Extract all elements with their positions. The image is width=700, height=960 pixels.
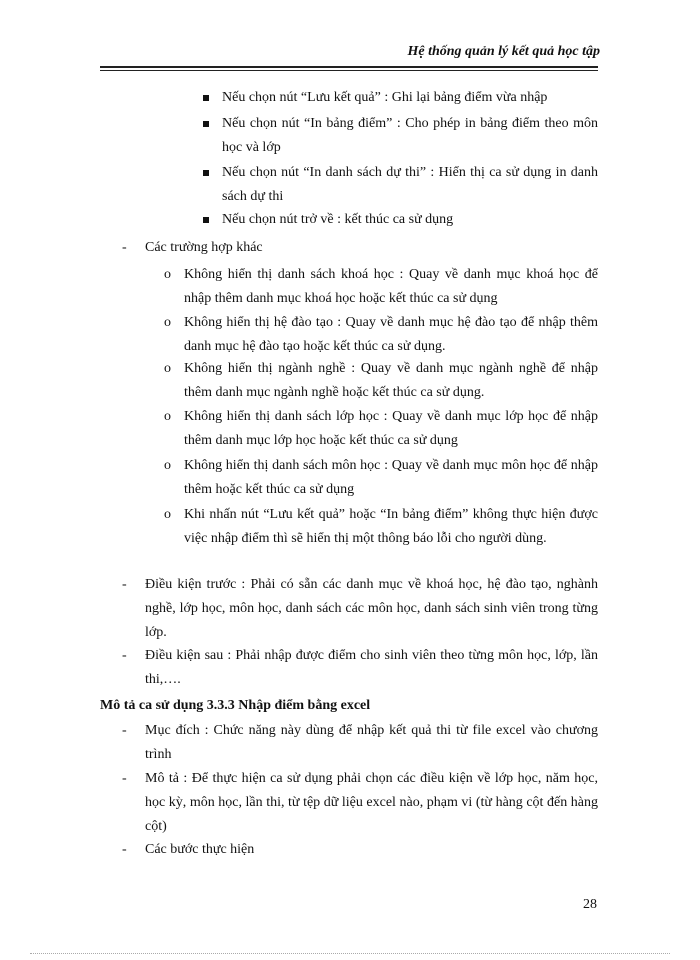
list-item-text: Khi nhấn nút “Lưu kết quả” hoặc “In bảng điểm” không thực hiện được việc nhập điểm thì sẽ hiển thị một thông báo lỗi cho người dùng. [184,507,598,546]
circle-bullet-icon: o [164,458,171,473]
list-item [164,405,598,453]
circle-bullet-icon: o [164,361,171,376]
list-item-text: Nếu chọn nút “In danh sách dự thi” : Hiển thị ca sử dụng in danh sách dự thi [222,165,598,204]
circle-bullet-icon: o [164,315,171,330]
square-bullet-icon [203,121,209,127]
list-item-text: Nếu chọn nút “Lưu kết quả” : Ghi lại bảng điểm vừa nhập [222,90,548,105]
list-item [164,357,598,405]
list-item [222,86,598,110]
circle-bullet-icon: o [164,267,171,282]
dash-marker: - [122,771,127,786]
dash-marker: - [122,240,127,255]
list-item-text: Không hiển thị danh sách lớp học : Quay về danh mục lớp học để nhập thêm danh mục lớp học hoặc kết thúc ca sử dụng [184,409,598,448]
list-item [222,112,598,160]
dash-marker: - [122,723,127,738]
list-item [122,719,598,767]
other-cases-label: Các trường hợp khác [145,240,263,255]
section-heading: Mô tả ca sử dụng 3.3.3 Nhập điểm bằng excel [100,698,371,713]
circle-bullet-icon: o [164,409,171,424]
header-rule-thin [100,70,598,71]
list-item [122,838,598,862]
list-item-text: Không hiển thị danh sách khoá học : Quay về danh mục khoá học để nhập thêm danh mục khoá học hoặc kết thúc ca sử dụng [184,267,598,306]
square-bullet-icon [203,95,209,101]
list-item [122,767,598,839]
list-item [122,644,598,692]
list-item-text: Không hiển thị ngành nghề : Quay về danh mục ngành nghề để nhập thêm danh mục ngành nghề hoặc kết thúc ca sử dụng. [184,361,598,400]
list-item [164,503,598,551]
list-item-text: Nếu chọn nút “In bảng điểm” : Cho phép in bảng điểm theo môn học và lớp [222,116,598,155]
list-item [122,236,598,260]
list-item-text: Không hiển thị hệ đào tạo : Quay về danh mục hệ đào tạo để nhập thêm danh mục hệ đào tạo hoặc kết thúc ca sử dụng. [184,315,598,354]
page-number: 28 [583,897,597,912]
preconditions-text: Điều kiện trước : Phải có sẵn các danh mục về khoá học, hệ đào tạo, nghành nghề, lớp học, môn học, danh sách các môn học, danh sách sinh viên trong từng lớp. [145,577,598,640]
list-item-text: Nếu chọn nút trở về : kết thúc ca sử dụng [222,212,454,227]
list-item-text: Mô tả : Để thực hiện ca sử dụng phải chọn các điều kiện về lớp học, năm học, học kỳ, môn học, lần thi, từ tệp dữ liệu excel nào, phạm vi (từ hàng cột đến hàng cột) [145,771,598,834]
list-item [164,454,598,502]
list-item-text: Không hiển thị danh sách môn học : Quay về danh mục môn học để nhập thêm hoặc kết thúc ca sử dụng [184,458,598,497]
page-bottom-divider [30,953,670,954]
dash-marker: - [122,577,127,592]
dash-marker: - [122,648,127,663]
square-bullet-icon [203,170,209,176]
list-item [222,208,598,232]
list-item [122,573,598,645]
dash-marker: - [122,842,127,857]
square-bullet-icon [203,217,209,223]
postconditions-text: Điều kiện sau : Phải nhập được điểm cho sinh viên theo từng môn học, lớp, lần thi,…. [145,648,598,687]
list-item-text: Các bước thực hiện [145,842,255,857]
list-item [164,311,598,359]
header-rule-thick [100,66,598,68]
running-header: Hệ thống quản lý kết quả học tập [407,44,600,59]
list-item [222,161,598,209]
list-item [164,263,598,311]
circle-bullet-icon: o [164,507,171,522]
list-item-text: Mục đích : Chức năng này dùng để nhập kết quả thi từ file excel vào chương trình [145,723,598,762]
